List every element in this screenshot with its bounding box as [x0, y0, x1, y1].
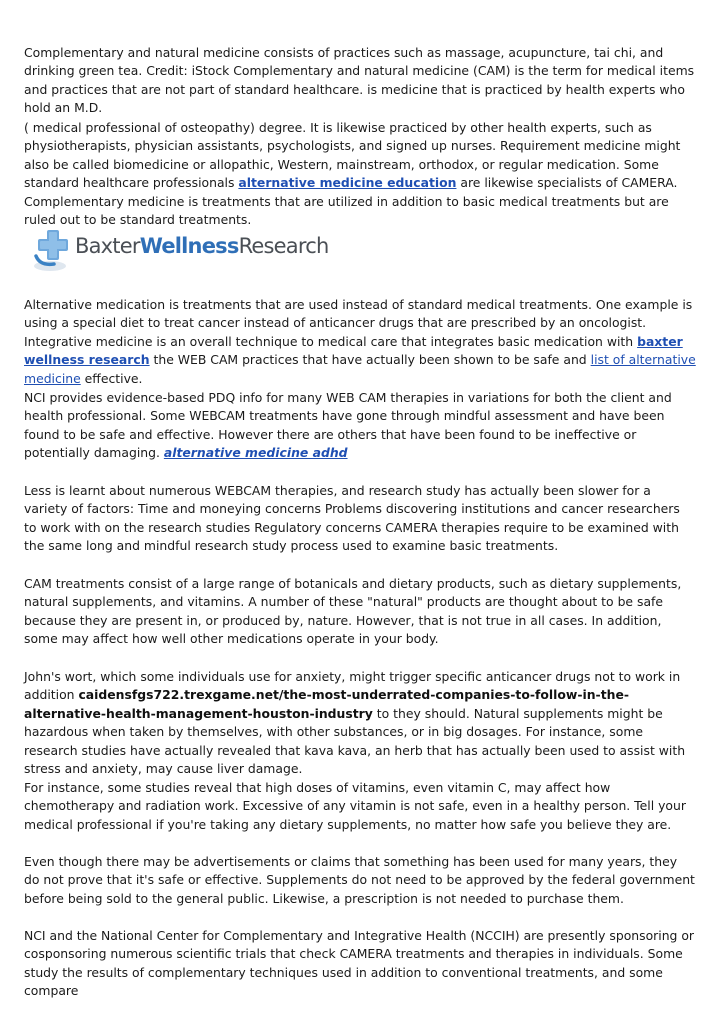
- baxter-wellness-research-logo: [30, 224, 329, 278]
- paragraph-10-text: NCI and the National Center for Complementary and Integrative Health (NCCIH) are presently sponsoring or cosponsoring numerous scientific trials that check CAMERA treatments and therapies in individuals. Some study the results of complementary techniques used in addition to conventional treatments, and some compare: [24, 928, 695, 999]
- paragraph-7-text-a: John's wort, which some individuals use for anxiety, might trigger specific anticancer drugs not to work in addition: [24, 669, 681, 703]
- medical-cross-icon: [30, 226, 74, 276]
- paragraph-7-text-b: to they should. Natural supplements might be hazardous when taken by themselves, with other substances, or in big dosages. For instance, some research studies have actually revealed that kava kava, an herb that has actually been used to assist with stress and anxiety, may cause liver damage.: [24, 705, 686, 777]
- paragraph-3-text-a: Alternative medication is treatments that are used instead of standard medical treatments. One example is using a special diet to treat cancer instead of anticancer drugs that are prescribed by an oncologist. Integrative medicine is an overall technique to medical care that integrates basic medication with: [24, 297, 693, 349]
- paragraph-2-text-b: are likewise specialists of CAMERA. Complementary medicine is treatments that are utilized in addition to basic medical treatments but are ruled out to be standard treatments.: [24, 175, 678, 228]
- paragraph-10: [24, 927, 696, 1001]
- paragraph-9: [24, 853, 696, 908]
- paragraph-5: [24, 482, 696, 556]
- paragraph-3: [24, 296, 696, 388]
- paragraph-8-text: For instance, some studies reveal that high doses of vitamins, even vitamin C, may affect how chemotherapy and radiation work. Excessive of any vitamin is not safe, even in a healthy person. Tell your medical professional if you're taking any dietary supplements, no matter how safe you believe they are.: [24, 780, 686, 832]
- paragraph-3-text-c: effective.: [80, 370, 143, 386]
- paragraph-1-text: Complementary and natural medicine consists of practices such as massage, acupuncture, tai chi, and drinking green tea. Credit: iStock Complementary and natural medicine (CAM) is the term for medical items and practices that are not part of standard healthcare. is medicine that is practiced by health experts who hold an M.D.: [24, 45, 695, 116]
- paragraph-2: [24, 119, 696, 229]
- link-alternative-medicine-adhd[interactable]: alternative medicine adhd: [163, 445, 348, 461]
- paragraph-6-text: CAM treatments consist of a large range of botanicals and dietary products, such as dietary supplements, natural supplements, and vitamins. A number of these "natural" products are thought about to be safe because they are present in, or produced by, nature. However, that is not true in all cases. In addition, some may affect how well other medications operate in your body.: [24, 576, 682, 647]
- link-alternative-medicine-education[interactable]: alternative medicine education: [238, 175, 457, 191]
- paragraph-8: [24, 779, 696, 834]
- paragraph-4-text: NCI provides evidence-based PDQ info for many WEB CAM therapies in variations for both the client and health professional. Some WEBCAM treatments have gone through mindful assessment and have been found to be safe and effective. However there are others that have been found to be ineffective or potentially damaging.: [24, 390, 672, 461]
- paragraph-5-text: Less is learnt about numerous WEBCAM therapies, and research study has actually been slower for a variety of factors: Time and moneying concerns Problems discovering institutions and cancer researchers to work with on the research studies Regulatory concerns CAMERA therapies require to be examined with the same long and mindful research study process used to examine basic treatments.: [24, 483, 680, 554]
- logo-wordmark: [75, 234, 329, 258]
- logo-word-wellness: Wellness: [139, 234, 239, 258]
- paragraph-2-text-a: ( medical professional of osteopathy) degree. It is likewise practiced by other health experts, such as physiotherapists, physician assistants, psychologists, and signed up nurses. Requirement medicine might also be called biomedicine or allopathic, Western, mainstream, orthodox, or regular medication. Some standard healthcare professionals: [24, 120, 681, 191]
- paragraph-9-text: Even though there may be advertisements or claims that something has been used for many years, they do not prove that it's safe or effective. Supplements do not need to be approved by the federal government before being sold to the general public. Likewise, a prescription is not needed to purchase them.: [24, 854, 695, 906]
- logo-word-research: Research: [238, 234, 329, 258]
- logo-word-baxter: Baxter: [75, 234, 140, 258]
- paragraph-1: [24, 44, 696, 118]
- paragraph-3-text-b: the WEB CAM practices that have actually been shown to be safe and: [149, 352, 591, 368]
- link-list-of-alternative-medicine[interactable]: list of alternative medicine: [24, 352, 696, 386]
- paragraph-6: [24, 575, 696, 649]
- link-baxter-wellness-research[interactable]: baxter wellness research: [24, 333, 683, 368]
- paragraph-4: [24, 389, 696, 463]
- paragraph-7: [24, 668, 696, 778]
- paragraph-7-url: caidensfgs722.trexgame.net/the-most-underrated-companies-to-follow-in-the-alternative-health-management-houston-industry: [24, 687, 629, 721]
